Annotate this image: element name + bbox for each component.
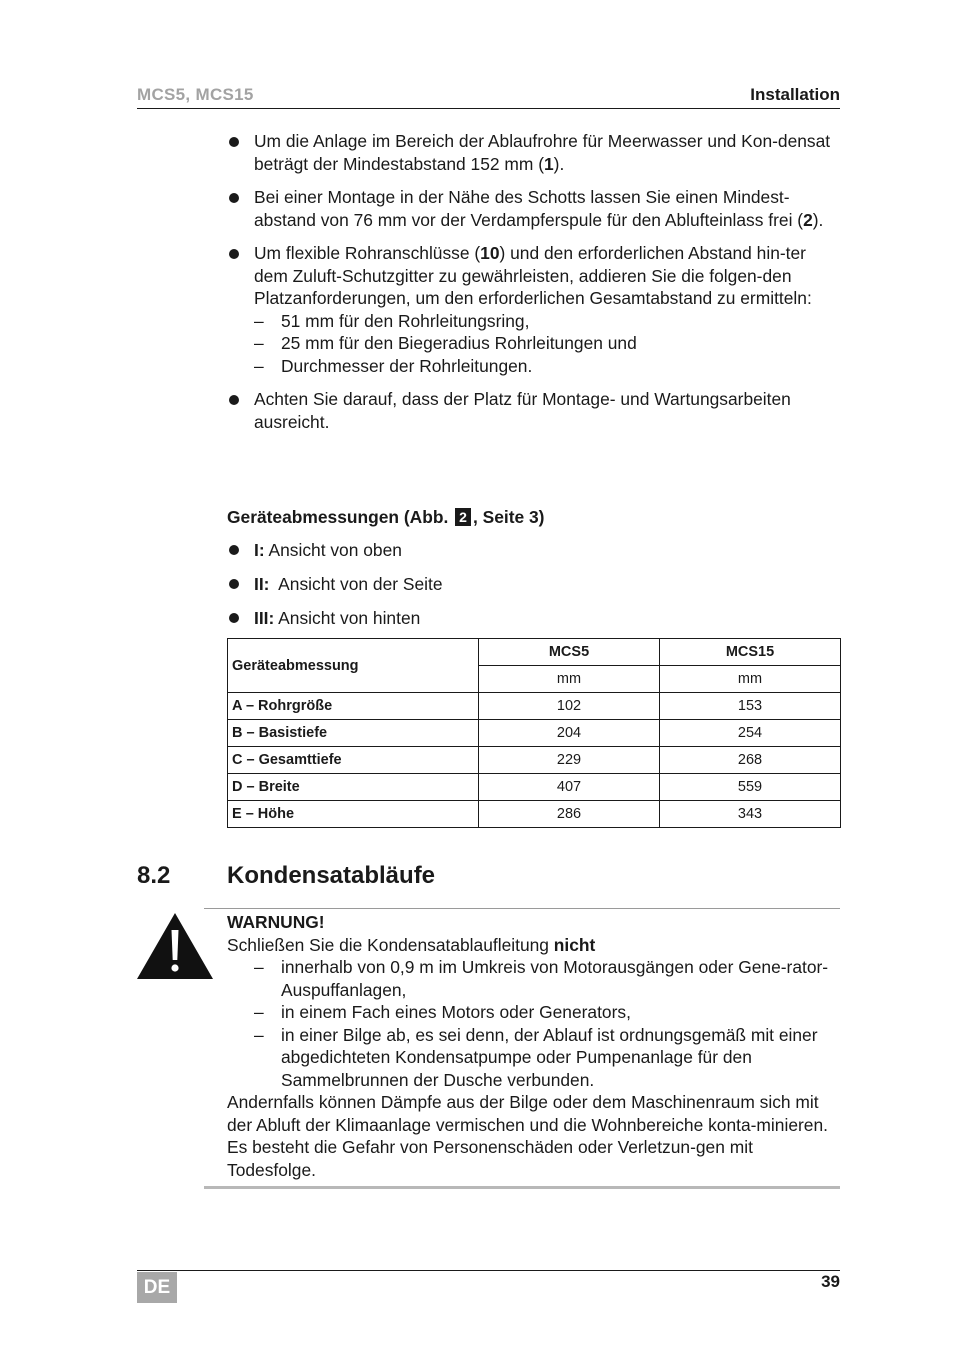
- bullet-dot-icon: [229, 249, 239, 259]
- warning-list: [227, 956, 841, 1091]
- row-label: B – Basistiefe: [228, 720, 479, 747]
- dimensions-subheading: Geräteabmessungen (Abb. 2 , Seite 3): [227, 507, 545, 527]
- dimensions-table: [227, 638, 841, 828]
- row-label: A – Rohrgröße: [228, 693, 479, 720]
- section-number: 8.2: [137, 862, 171, 889]
- warning-triangle-icon: [136, 912, 214, 985]
- row-label: D – Breite: [228, 774, 479, 801]
- view-item: I: Ansicht von oben: [227, 539, 841, 573]
- row-label: C – Gesamttiefe: [228, 747, 479, 774]
- cell-value: 268: [660, 747, 841, 774]
- warning-box: [227, 911, 841, 1181]
- dash-item: – in einer Bilge ab, es sei denn, der Ablauf ist ordnungsgemäß mit einer abgedichteten Kondensatpumpe oder Pumpenanlage für den Sammelbrunnen der Dusche verbunden.: [254, 1024, 818, 1090]
- table-row: [228, 693, 841, 720]
- cell-value: 343: [660, 801, 841, 828]
- bullet-item: Um flexible Rohranschlüsse (10) und den erforderlichen Abstand hin-ter dem Zuluft-Schutzgitter zu gewährleisten, addieren Sie die folgen-den Platzanforderungen, um den erforderlichen Gesamtabstand zu ermitteln: – 51 mm für den Rohrleitungsring, – 25 mm für den Biegeradius Rohrleitungen und – Durchmesser der Rohrleitungen.: [227, 242, 841, 377]
- view-item: II: Ansicht von der Seite: [227, 573, 841, 607]
- dash-item: – 25 mm für den Biegeradius Rohrleitungen und: [254, 333, 637, 353]
- cell-value: 229: [479, 747, 660, 774]
- header-rule: [137, 108, 840, 109]
- column-header-mcs15: MCS15: [660, 639, 841, 666]
- header-chapter-title: Installation: [750, 85, 840, 104]
- bullet-item: Bei einer Montage in der Nähe des Schotts lassen Sie einen Mindest-abstand von 76 mm vor der Verdampferspule für den Ablufteinlass frei (2).: [227, 186, 841, 231]
- warning-lead: Schließen Sie die Kondensatablaufleitung nicht: [227, 934, 596, 955]
- column-header-mcs5: MCS5: [479, 639, 660, 666]
- bullet-dot-icon: [229, 395, 239, 405]
- bullet-dot-icon: [229, 137, 239, 147]
- dash-item: – Durchmesser der Rohrleitungen.: [254, 355, 533, 376]
- table-header-label: Geräteabmessung: [228, 639, 479, 693]
- dash-item: – in einem Fach eines Motors oder Generators,: [254, 1002, 631, 1022]
- footer-rule: [137, 1270, 840, 1271]
- cell-value: 153: [660, 693, 841, 720]
- row-label: E – Höhe: [228, 801, 479, 828]
- column-unit: mm: [660, 666, 841, 693]
- cell-value: 204: [479, 720, 660, 747]
- table-row: [228, 720, 841, 747]
- cell-value: 102: [479, 693, 660, 720]
- bullet-dot-icon: [229, 545, 239, 555]
- bullet-dot-icon: [229, 579, 239, 589]
- dash-item: – innerhalb von 0,9 m im Umkreis von Motorausgängen oder Gene-rator-Auspuffanlagen,: [254, 957, 829, 1000]
- table-header-row: [228, 639, 841, 666]
- clearance-bullet-list: [227, 130, 841, 444]
- table-row: [228, 774, 841, 801]
- cell-value: 254: [660, 720, 841, 747]
- bullet-item: Achten Sie darauf, dass der Platz für Montage- und Wartungsarbeiten ausreicht.: [227, 388, 841, 433]
- bullet-item: Um die Anlage im Bereich der Ablaufrohre für Meerwasser und Kon-densat beträgt der Mindestabstand 152 mm (1).: [227, 130, 841, 175]
- warning-closing: Andernfalls können Dämpfe aus der Bilge oder dem Maschinenraum sich mit der Abluft der Klimaanlage vermischen und die Wohnbereiche konta-minieren. Es besteht die Gefahr von Personenschäden oder Verletzun-gen mit Todesfolge.: [227, 1092, 828, 1180]
- language-badge: DE: [137, 1272, 177, 1303]
- table-row: [228, 801, 841, 828]
- space-requirements-list: [254, 310, 841, 378]
- page-number: 39: [821, 1272, 840, 1291]
- warning-top-rule: [204, 908, 840, 909]
- figure-number-badge: 2: [455, 508, 471, 526]
- dash-item: – 51 mm für den Rohrleitungsring,: [254, 310, 530, 331]
- table-row: [228, 747, 841, 774]
- cell-value: 407: [479, 774, 660, 801]
- section-title: Kondensatabläufe: [227, 862, 436, 889]
- view-list: [227, 539, 841, 641]
- warning-title: WARNUNG!: [227, 912, 325, 932]
- header-product-names: MCS5, MCS15: [137, 85, 254, 104]
- column-unit: mm: [479, 666, 660, 693]
- cell-value: 559: [660, 774, 841, 801]
- bullet-dot-icon: [229, 613, 239, 623]
- bullet-dot-icon: [229, 193, 239, 203]
- cell-value: 286: [479, 801, 660, 828]
- warning-bottom-rule: [204, 1186, 840, 1189]
- view-item: III: Ansicht von hinten: [227, 607, 841, 641]
